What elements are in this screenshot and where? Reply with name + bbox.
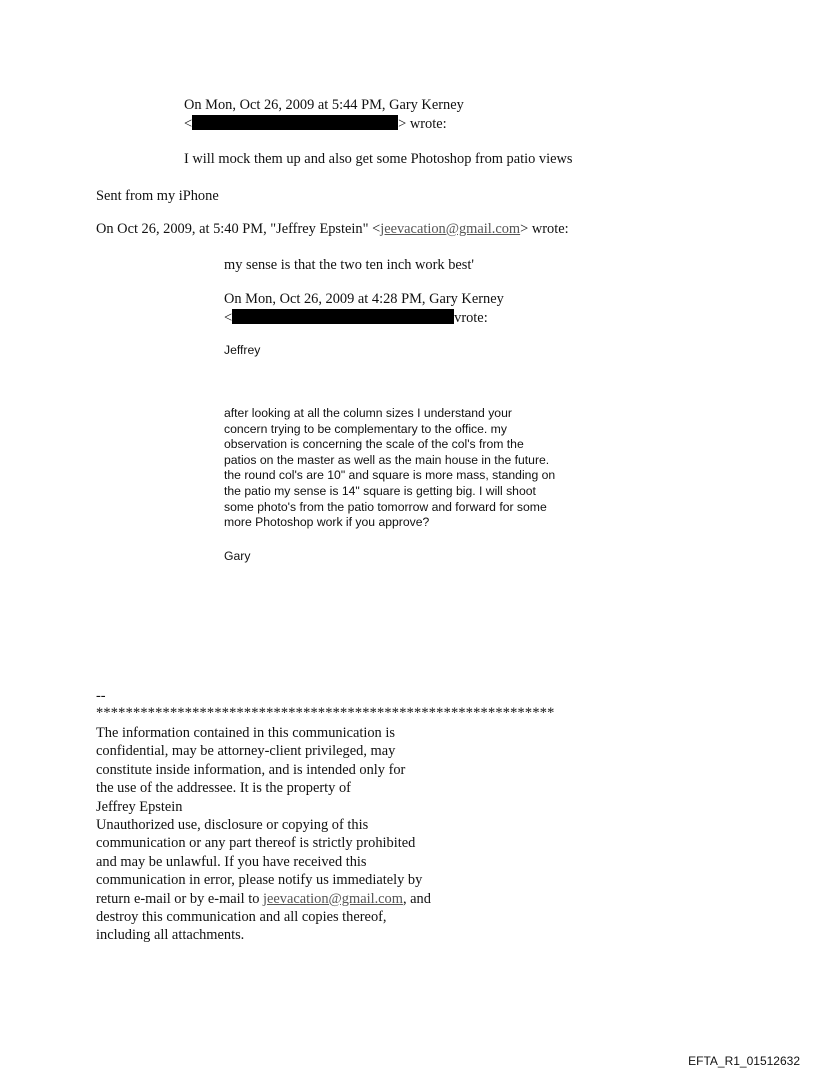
disclaimer-line: constitute inside information, and is intended only for [96,761,406,778]
quote3-sign-off: Gary [224,549,251,563]
quote3-body-line: some photo's from the patio tomorrow and forward for some [224,499,547,514]
disclaimer-divider: ************************************************************** [96,705,555,721]
quote3-greeting: Jeffrey [224,343,261,357]
disclaimer-line: communication in error, please notify us immediately by [96,872,423,889]
disclaimer-line: confidential, may be attorney-client privileged, may [96,743,396,760]
quote3-wrote: vrote: [454,310,488,326]
device-signature: Sent from my iPhone [96,188,219,204]
quote3-header-line1: On Mon, Oct 26, 2009 at 4:28 PM, Gary Kerney [224,291,504,307]
redaction-bar [192,115,398,130]
disclaimer-line: The information contained in this communication is [96,725,395,741]
disclaimer-line: Unauthorized use, disclosure or copying of this [96,817,369,834]
quote3-body-line: observation is concerning the scale of the col's from the [224,437,524,452]
quote3-open-bracket: < [224,310,233,326]
quote3-body-line: more Photoshop work if you approve? [224,515,430,530]
disclaimer-line: and may be unlawful. If you have received this [96,853,367,870]
quote3-body-line: after looking at all the column sizes I understand your [224,406,512,420]
quote3-body [224,406,555,531]
quote1-open-bracket: < [184,116,193,132]
quote2-email-link[interactable]: jeevacation@gmail.com [380,221,521,237]
disclaimer-line: Jeffrey Epstein [96,798,183,815]
signature-dashes: -- [96,688,106,704]
quote2-header-suffix: > wrote: [520,221,569,237]
disclaimer-return-line [96,890,431,908]
quote2-body: my sense is that the two ten inch work best' [224,257,474,273]
quote1-header-line2 [184,115,447,133]
document-id: EFTA_R1_01512632 [688,1054,800,1068]
return-prefix: return e-mail or by e-mail to [96,890,264,907]
quote3-body-line: concern trying to be complementary to the office. my [224,421,507,436]
quote3-body-line: patios on the master as well as the main house in the future. [224,452,550,467]
disclaimer-line: including all attachments. [96,927,245,944]
quote2-header [96,221,569,238]
disclaimer-line: destroy this communication and all copies thereof, [96,909,387,926]
disclaimer-line: the use of the addressee. It is the property of [96,780,351,797]
quote1-wrote: > wrote: [398,116,447,132]
quote1-header-line1: On Mon, Oct 26, 2009 at 5:44 PM, Gary Kerney [184,97,464,113]
return-suffix: , and [402,890,431,907]
disclaimer-email-link[interactable]: jeevacation@gmail.com [263,890,403,907]
quote2-header-prefix: On Oct 26, 2009, at 5:40 PM, "Jeffrey Epstein" < [96,221,381,237]
quote3-body-line: the patio my sense is 14" square is getting big. I will shoot [224,483,536,498]
quote3-body-line: the round col's are 10" and square is more mass, standing on [224,468,556,483]
redaction-bar [232,309,454,324]
disclaimer-line: communication or any part thereof is strictly prohibited [96,835,416,852]
quote3-header-line2 [224,309,488,327]
quote1-body: I will mock them up and also get some Photoshop from patio views [184,151,573,167]
disclaimer [96,724,431,945]
